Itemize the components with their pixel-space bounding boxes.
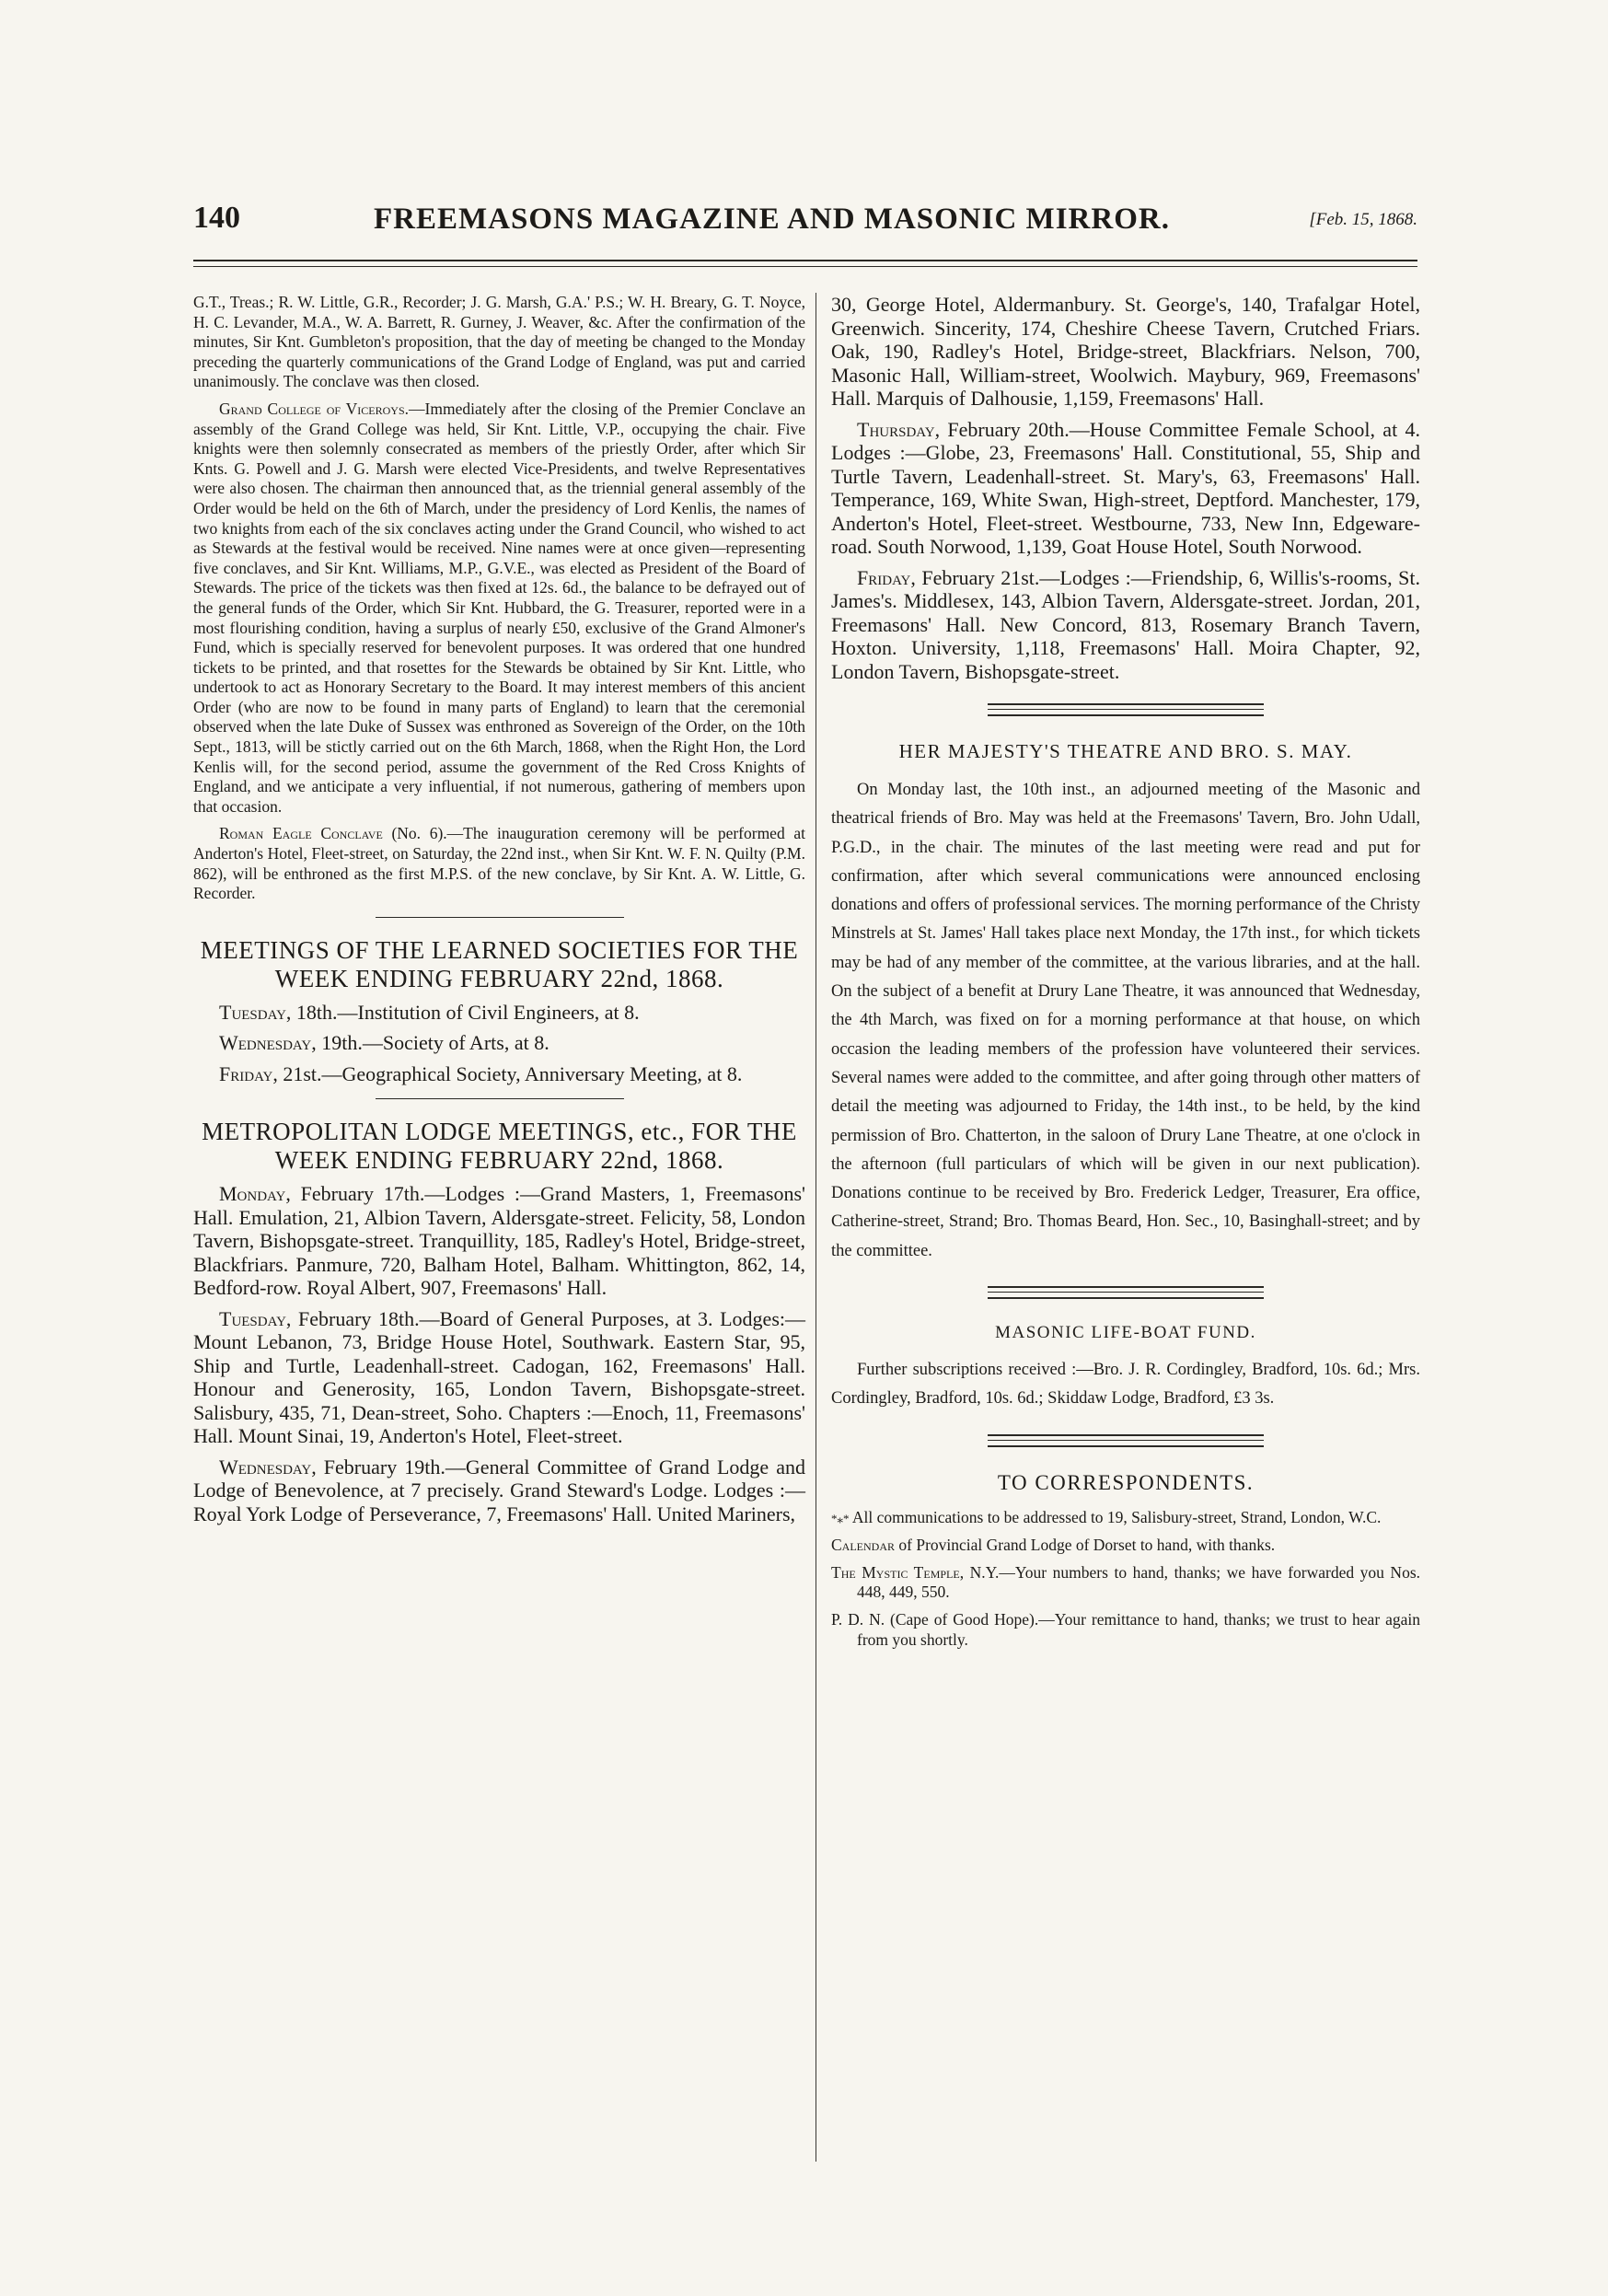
correspondent-note-lead: P. D. N. (831, 1610, 885, 1629)
double-rule-separator (988, 1434, 1264, 1447)
metro-wednesday-continued: 30, George Hotel, Aldermanbury. St. George's, 140, Trafalgar Hotel, Greenwich. Sincerity, 174, Cheshire Cheese Tavern, Crutched Friars. Oak, 190, Radley's Hotel, Bridge-street, Blackfriars. Nelson, 700, Masonic Hall, William-street, Woolwich. Maybury, 969, Freemasons' Hall. Marquis of Dalhousie, 1,159, Freemasons' Hall. (831, 293, 1420, 410)
metro-friday-text: February 21st.—Lodges :—Friendship, 6, Willis's-rooms, St. James's. Middlesex, 143, Albion Tavern, Aldersgate-street. Jordan, 201, Freemasons' Hall. New Concord, 813, Rosemary Branch Tavern, Hoxton. University, 1,118, Freemasons' Hall. Moira Chapter, 92, London Tavern, Bishopsgate-street. (831, 565, 1420, 683)
metro-wednesday (193, 1455, 805, 1526)
correspondent-note (831, 1508, 1420, 1529)
metro-thursday-lead: Thursday, (857, 417, 941, 441)
roman-eagle-lead: Roman Eagle Conclave (219, 824, 383, 843)
lifeboat-heading: MASONIC LIFE-BOAT FUND. (995, 1323, 1256, 1343)
learned-wednesday-lead: Wednesday, (219, 1031, 317, 1055)
metro-monday-lead: Monday, (219, 1182, 291, 1206)
roman-eagle-text: (No. 6).—The inauguration ceremony will be performed at Anderton's Hotel, Fleet-street, on Saturday, the 22nd inst., when Sir Knt. W. F. N. Quilty (P.M. 862), will be enthroned as the first M.P.S. of the new conclave, by Sir Knt. A. W. Little, G. Recorder. (193, 824, 805, 903)
learned-friday-text: 21st.—Geographical Society, Anniversary Meeting, at 8. (277, 1061, 743, 1085)
page-header (193, 201, 1417, 256)
learned-wednesday (193, 1031, 805, 1055)
correspondent-note (831, 1536, 1420, 1556)
page-number: 140 (193, 201, 240, 235)
metropolitan-lodges-heading: METROPOLITAN LODGE MEETINGS, etc., FOR THE WEEK ENDING FEBRUARY 22nd, 1868. (202, 1118, 797, 1175)
metro-wednesday-text: February 19th.—General Committee of Grand Lodge and Lodge of Benevolence, at 7 precisely. Grand Steward's Lodge. Lodges :—Royal York Lodge of Perseverance, 7, Freemasons' Hall. United Mariners, (193, 1455, 805, 1525)
right-column (831, 293, 1420, 1657)
learned-wednesday-text: 19th.—Society of Arts, at 8. (316, 1031, 549, 1055)
metro-monday (193, 1182, 805, 1300)
metro-friday (831, 566, 1420, 684)
roman-eagle-paragraph (193, 824, 805, 903)
conclave-report-paragraph: G.T., Treas.; R. W. Little, G.R., Recorder; J. G. Marsh, G.A.' P.S.; W. H. Breary, G. T. Noyce, H. C. Levander, M.A., W. A. Barrett, R. Gurney, J. Weaver, &c. After the confirmation of the minutes, Sir Knt. Gumbleton's proposition, that the day of meeting be changed to the Monday preceding the quarterly communications of the Grand Lodge of England, was put and carried unanimously. The conclave was then closed. (193, 293, 805, 391)
metro-monday-text: February 17th.—Lodges :—Grand Masters, 1, Freemasons' Hall. Emulation, 21, Albion Tavern, Aldersgate-street. Felicity, 58, London Tavern, Bishopsgate-street. Tranquillity, 185, Radley's Hotel, Bridge-street, Blackfriars. Panmure, 720, Balham Hotel, Balham. Whittington, 862, 14, Bedford-row. Royal Albert, 907, Freemasons' Hall. (193, 1182, 805, 1300)
correspondent-note-text: N.Y.—Your numbers to hand, thanks; we have forwarded you Nos. 448, 449, 550. (857, 1562, 1420, 1602)
correspondent-note-lead: Calendar (831, 1536, 896, 1555)
left-column (193, 293, 805, 1533)
grand-college-lead: Grand College of Viceroys. (219, 399, 410, 418)
metro-tuesday (193, 1307, 805, 1448)
correspondent-note-text: (Cape of Good Hope).—Your remittance to hand, thanks; we trust to hear again from you shortly. (857, 1610, 1420, 1649)
learned-tuesday-text: 18th.—Institution of Civil Engineers, at 8. (291, 1000, 640, 1024)
metro-thursday-text: February 20th.—House Committee Female School, at 4. Lodges :—Globe, 23, Freemasons' Hall. Constitutional, 55, Ship and Turtle Tavern, Leadenhall-street. St. Mary's, 63, Freemasons' Hall. Temperance, 169, White Swan, High-street, Deptford. Manchester, 179, Anderton's Hotel, Fleet-street. Westbourne, 733, New Inn, Edgeware-road. South Norwood, 1,139, Goat House Hotel, South Norwood. (831, 417, 1420, 558)
asterism-mark: *⁎* (831, 1511, 850, 1525)
metro-tuesday-lead: Tuesday, (219, 1306, 292, 1330)
metro-friday-lead: Friday, (857, 565, 916, 589)
correspondent-note (831, 1563, 1420, 1603)
learned-tuesday-lead: Tuesday, (219, 1000, 292, 1024)
correspondents-heading: TO CORRESPONDENTS. (997, 1470, 1255, 1494)
header-rule-bottom (193, 266, 1417, 267)
correspondent-note-text: of Provincial Grand Lodge of Dorset to hand, with thanks. (895, 1536, 1276, 1555)
learned-friday (193, 1062, 805, 1086)
learned-societies-heading: MEETINGS OF THE LEARNED SOCIETIES FOR THE WEEK ENDING FEBRUARY 22nd, 1868. (200, 935, 799, 992)
learned-tuesday (193, 1001, 805, 1025)
theatre-paragraph: On Monday last, the 10th inst., an adjourned meeting of the Masonic and theatrical friends of Bro. May was held at the Freemasons' Tavern, Bro. John Udall, P.G.D., in the chair. The minutes of the last meeting were read and put for confirmation, after which several communications were announced enclosing donations and offers of professional services. The morning performance of the Christy Minstrels at St. James' Hall takes place next Monday, the 17th inst., for which tickets may be had of any member of the committee, at the various libraries, and at the hall. On the subject of a benefit at Drury Lane Theatre, it was announced that Wednesday, the 4th March, was fixed on for a morning performance at that house, on which occasion the leading members of the profession have volunteered their services. Several names were added to the committee, and after going through other matters of detail the meeting was adjourned to Friday, the 14th inst., to be held, by the kind permission of Bro. Chatterton, in the saloon of Drury Lane Theatre, at one o'clock in the afternoon (full particulars of which will be given in our next publication). Donations continue to be received by Bro. Frederick Ledger, Treasurer, Era office, Catherine-street, Strand; Bro. Thomas Beard, Hon. Sec., 10, Basinghall-street; and by the committee. (831, 781, 1420, 1260)
section-separator (376, 1098, 624, 1099)
correspondent-note (831, 1610, 1420, 1650)
theatre-heading: HER MAJESTY'S THEATRE AND BRO. S. MAY. (898, 740, 1353, 762)
correspondent-note-lead: The Mystic Temple, (831, 1562, 965, 1582)
header-rule-top (193, 260, 1417, 261)
page-date: [Feb. 15, 1868. (1309, 210, 1417, 229)
lifeboat-paragraph: Further subscriptions received :—Bro. J. R. Cordingley, Bradford, 10s. 6d.; Mrs. Cordingley, Bradford, 10s. 6d.; Skiddaw Lodge, Bradford, £3 3s. (831, 1361, 1420, 1409)
double-rule-separator (988, 703, 1264, 716)
grand-college-text: —Immediately after the closing of the Premier Conclave an assembly of the Grand College was held, Sir Knt. Little, V.P., occupying the chair. Five knights were then solemnly consecrated as members of the priestly Order, after which Sir Knts. G. Powell and J. G. Marsh were elected Vice-Presidents, and twelve Representatives were also chosen. The chairman then announced that, as the triennial general assembly of the Order would be held on the 6th of March, under the presidency of Lord Kenlis, the names of two knights from each of the six conclaves acting under the Grand Council, who wished to act as Stewards at the festival would be received. Nine names were at once given—representing five conclaves, and Sir Knt. Williams, M.P., G.V.E., was elected as President of the Board of Stewards. The price of the tickets was then fixed at 12s. 6d., the balance to be defrayed out of the general funds of the Order, which Sir Knt. Hubbard, the G. Treasurer, reported were in a most flourishing condition, having a surplus of nearly £50, exclusive of the Grand Almoner's Fund, which is specially reserved for benevolent purposes. It was ordered that one hundred tickets to be printed, and that rosettes for the Stewards be obtained by Sir Knt. Little, who undertook to act as Honorary Secretary to the Board. It may interest members of this ancient Order (who are now to be found in many parts of England) to learn that the ceremonial observed when the late Duke of Sussex was enthroned as Sovereign of the Order, on the 10th Sept., 1813, will be stictly carried out on the 6th March, 1868, when the Right Hon, the Lord Kenlis will, for the second period, assume the government of the Red Cross Knights of England, and we anticipate a very influential, if not numerous, gathering of members upon that occasion. (193, 399, 805, 816)
page-title: FREEMASONS MAGAZINE AND MASONIC MIRROR. (374, 203, 1170, 236)
grand-college-paragraph (193, 400, 805, 817)
correspondent-note-text: All communications to be addressed to 19, Salisbury-street, Strand, London, W.C. (849, 1507, 1382, 1526)
learned-friday-lead: Friday, (219, 1061, 278, 1085)
double-rule-separator (988, 1286, 1264, 1299)
metro-thursday (831, 418, 1420, 559)
metro-wednesday-lead: Wednesday, (219, 1455, 317, 1478)
metro-tuesday-text: February 18th.—Board of General Purposes, at 3. Lodges:—Mount Lebanon, 73, Bridge House Hotel, Southwark. Eastern Star, 95, Ship and Turtle, Leadenhall-street. Cadogan, 162, Freemasons' Hall. Honour and Generosity, 165, London Tavern, Bishopsgate-street. Salisbury, 435, 71, Dean-street, Soho. Chapters :—Enoch, 11, Freemasons' Hall. Mount Sinai, 19, Anderton's Hotel, Fleet-street. (193, 1306, 805, 1448)
section-separator (376, 917, 624, 918)
